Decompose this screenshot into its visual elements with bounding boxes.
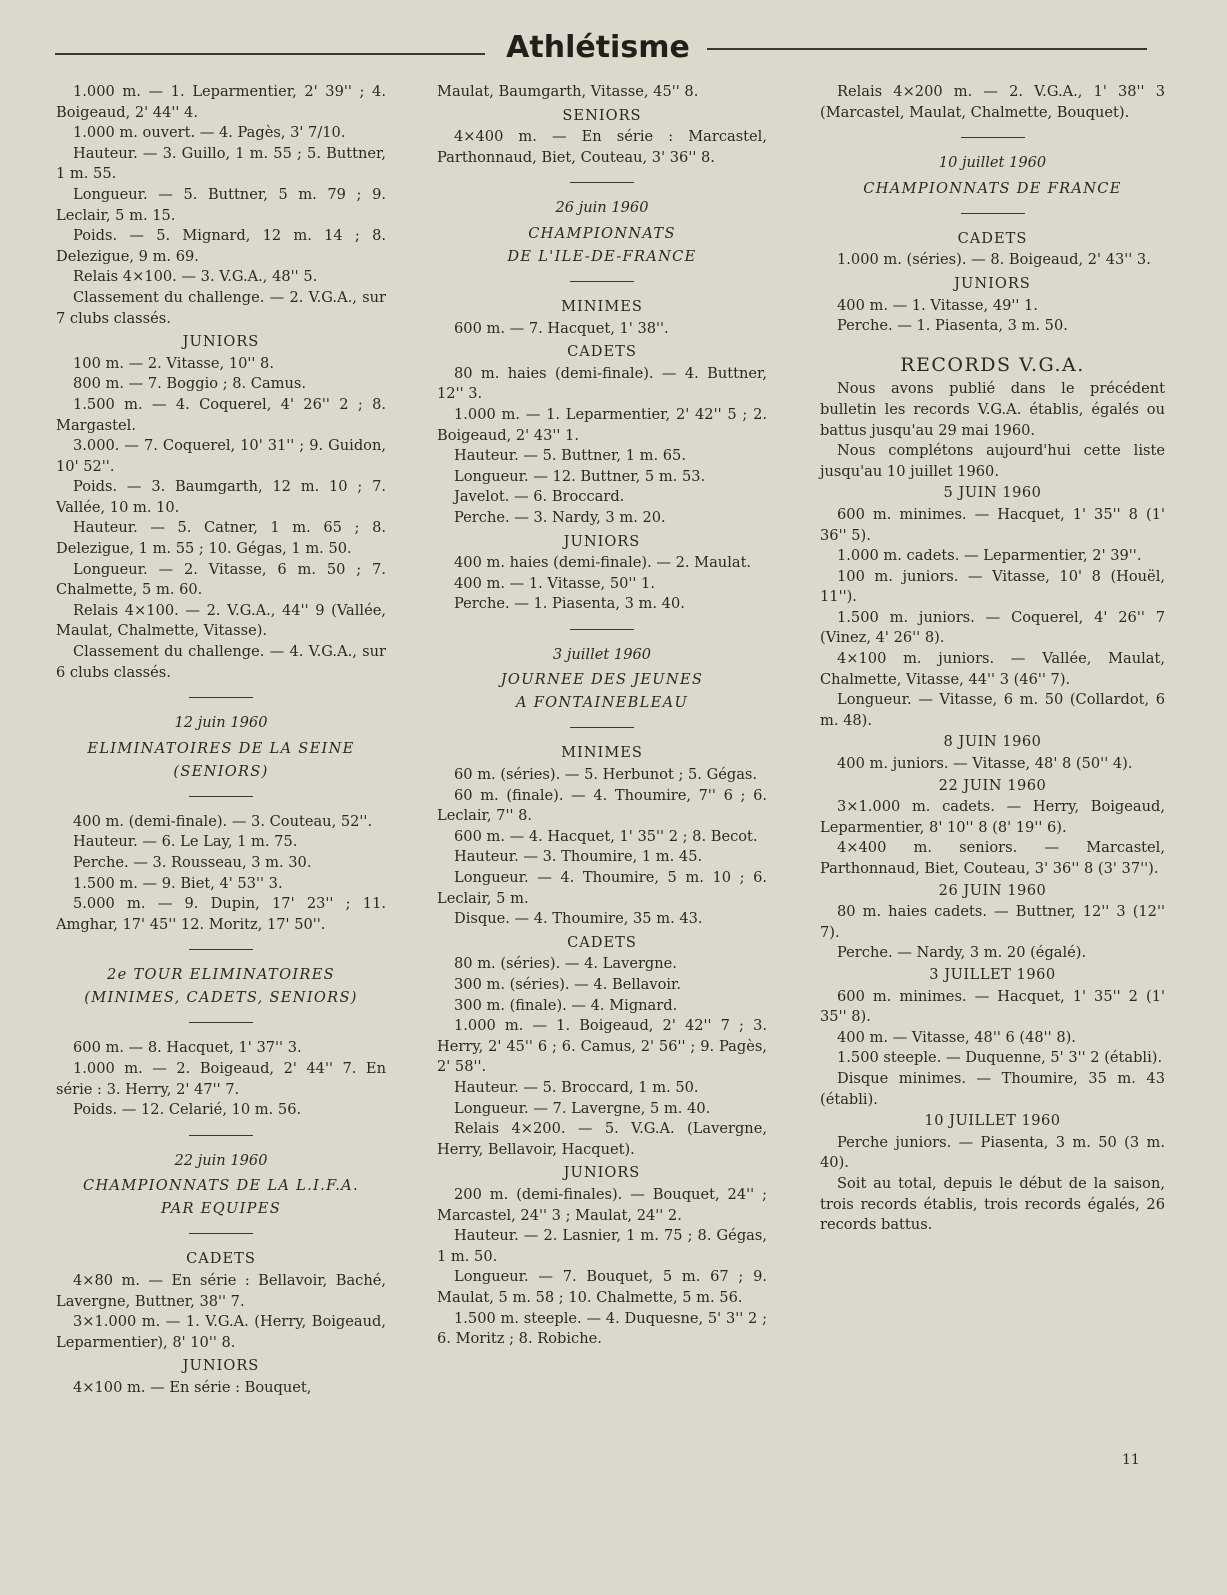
records-intro: Nous avons publié dans le précédent bulletin les records V.G.A. établis, égalés ou battus jusqu'au 29 mai 1960.: [820, 380, 1165, 439]
record-entry: 4×100 m. juniors. — Vallée, Maulat, Chalmette, Vitasse, 44'' 3 (46'' 7).: [820, 650, 1165, 688]
record-date-heading: 5 JUIN 1960: [943, 484, 1042, 502]
result-paragraph: 3×1.000 m. — 1. V.G.A. (Herry, Boigeaud, Leparmentier), 8' 10'' 8.: [56, 1313, 386, 1351]
category-heading: MINIMES: [561, 297, 643, 315]
result-paragraph: Longueur. — 12. Buttner, 5 m. 53.: [454, 467, 706, 485]
result-paragraph: 60 m. (séries). — 5. Herbunot ; 5. Gégas.: [454, 766, 758, 784]
event-subtitle: (MINIMES, CADETS, SENIORS): [84, 989, 358, 1007]
record-entry: 400 m. juniors. — Vitasse, 48' 8 (50'' 4).: [837, 755, 1133, 773]
result-paragraph: 400 m. — 1. Vitasse, 50'' 1.: [454, 574, 655, 592]
record-date-heading: 10 JUILLET 1960: [924, 1112, 1061, 1130]
record-entry: 100 m. juniors. — Vitasse, 10' 8 (Houël, 11'').: [820, 567, 1165, 606]
event-date: 3 juillet 1960: [552, 645, 652, 663]
result-paragraph: Poids. — 3. Baumgarth, 12 m. 10 ; 7. Vallée, 10 m. 10.: [56, 478, 386, 516]
result-paragraph: 400 m. — 1. Vitasse, 49'' 1.: [837, 296, 1038, 314]
records-intro: Nous complétons aujourd'hui cette liste jusqu'au 10 juillet 1960.: [820, 442, 1165, 480]
column-2: [437, 82, 767, 1350]
result-paragraph: 5.000 m. — 9. Dupin, 17' 23'' ; 11. Amghar, 17' 45'' 12. Moritz, 17' 50''.: [56, 895, 386, 933]
event-title: CHAMPIONNATS DE FRANCE: [863, 179, 1122, 197]
record-date-heading: 22 JUIN 1960: [938, 776, 1047, 794]
result-paragraph: 300 m. (séries). — 4. Bellavoir.: [454, 976, 682, 993]
event-title: CHAMPIONNATS: [528, 224, 676, 242]
record-entry: Longueur. — Vitasse, 6 m. 50 (Collardot, 6 m. 48).: [820, 691, 1165, 729]
result-paragraph: Relais 4×100. — 2. V.G.A., 44'' 9 (Vallée, Maulat, Chalmette, Vitasse).: [56, 601, 386, 640]
result-paragraph: Poids. — 5. Mignard, 12 m. 14 ; 8. Delezigue, 9 m. 69.: [56, 227, 386, 265]
event-title: ELIMINATOIRES DE LA SEINE: [87, 739, 355, 757]
result-paragraph: Maulat, Baumgarth, Vitasse, 45'' 8.: [437, 83, 699, 100]
result-paragraph: 3.000. — 7. Coquerel, 10' 31'' ; 9. Guidon, 10' 52''.: [56, 437, 386, 475]
result-paragraph: Perche. — 1. Piasenta, 3 m. 40.: [454, 595, 685, 613]
records-summary: Soit au total, depuis le début de la saison, trois records établis, trois records égalés, 26 records battus.: [820, 1174, 1165, 1234]
result-paragraph: 1.000 m. — 2. Boigeaud, 2' 44'' 7. En série : 3. Herry, 2' 47'' 7.: [56, 1059, 386, 1098]
record-entry: Disque minimes. — Thoumire, 35 m. 43 (établi).: [820, 1069, 1165, 1108]
section-divider: [570, 727, 634, 728]
result-paragraph: 800 m. — 7. Boggio ; 8. Camus.: [73, 375, 307, 393]
section-divider: [189, 1135, 253, 1136]
event-date: 22 juin 1960: [174, 1151, 268, 1169]
result-paragraph: Hauteur. — 5. Buttner, 1 m. 65.: [454, 447, 686, 465]
event-subtitle: A FONTAINEBLEAU: [515, 694, 689, 712]
event-subtitle: PAR EQUIPES: [160, 1200, 282, 1218]
category-heading: JUNIORS: [954, 274, 1031, 292]
header-rule-left: [55, 53, 485, 55]
record-entry: 1.500 m. juniors. — Coquerel, 4' 26'' 7 (Vinez, 4' 26'' 8).: [820, 608, 1165, 647]
record-entry: 4×400 m. seniors. — Marcastel, Parthonnaud, Biet, Couteau, 3' 36'' 8 (3' 37'').: [820, 839, 1165, 877]
category-heading: SENIORS: [562, 106, 642, 124]
event-subtitle: (SENIORS): [173, 762, 269, 780]
result-paragraph: Longueur. — 4. Thoumire, 5 m. 10 ; 6. Leclair, 5 m.: [437, 869, 767, 907]
record-entry: 600 m. minimes. — Hacquet, 1' 35'' 2 (1' 35'' 8).: [820, 987, 1165, 1026]
result-paragraph: Poids. — 12. Celarié, 10 m. 56.: [73, 1101, 302, 1119]
result-paragraph: Hauteur. — 5. Broccard, 1 m. 50.: [454, 1078, 699, 1096]
section-divider: [570, 281, 634, 282]
section-divider: [189, 1233, 253, 1234]
result-paragraph: 1.000 m. — 1. Boigeaud, 2' 42'' 7 ; 3. Herry, 2' 45'' 6 ; 6. Camus, 2' 56'' ; 9. Pagès, 2' 58''.: [437, 1017, 767, 1076]
record-date-heading: 3 JUILLET 1960: [929, 965, 1056, 983]
result-paragraph: 400 m. (demi-finale). — 3. Couteau, 52''.: [73, 812, 373, 830]
record-entry: 80 m. haies cadets. — Buttner, 12'' 3 (12'' 7).: [820, 903, 1165, 941]
result-paragraph: Relais 4×200. — 5. V.G.A. (Lavergne, Herry, Bellavoir, Hacquet).: [437, 1120, 767, 1158]
record-entry: 3×1.000 m. cadets. — Herry, Boigeaud, Leparmentier, 8' 10'' 8 (8' 19'' 6).: [820, 798, 1165, 836]
result-paragraph: 4×400 m. — En série : Marcastel, Parthonnaud, Biet, Couteau, 3' 36'' 8.: [437, 128, 767, 166]
result-paragraph: Perche. — 1. Piasenta, 3 m. 50.: [837, 317, 1068, 335]
result-paragraph: Longueur. — 7. Bouquet, 5 m. 67 ; 9. Maulat, 5 m. 58 ; 10. Chalmette, 5 m. 56.: [437, 1268, 767, 1306]
result-paragraph: 1.500 m. steeple. — 4. Duquesne, 5' 3'' 2 ; 6. Moritz ; 8. Robiche.: [437, 1309, 767, 1348]
result-paragraph: Relais 4×100. — 3. V.G.A., 48'' 5.: [73, 268, 318, 286]
result-paragraph: Disque. — 4. Thoumire, 35 m. 43.: [454, 910, 703, 928]
page-number: 11: [1122, 1452, 1140, 1468]
category-heading: CADETS: [567, 343, 637, 361]
record-date-heading: 26 JUIN 1960: [938, 881, 1047, 899]
result-paragraph: 1.000 m. — 1. Leparmentier, 2' 42'' 5 ; 2. Boigeaud, 2' 43'' 1.: [437, 405, 767, 444]
category-heading: JUNIORS: [182, 1357, 260, 1375]
record-entry: 1.000 m. cadets. — Leparmentier, 2' 39''.: [837, 547, 1142, 565]
result-paragraph: 60 m. (finale). — 4. Thoumire, 7'' 6 ; 6. Leclair, 7'' 8.: [437, 786, 767, 825]
category-heading: CADETS: [567, 933, 637, 951]
section-divider: [961, 213, 1025, 214]
result-paragraph: Relais 4×200 m. — 2. V.G.A., 1' 38'' 3 (Marcastel, Maulat, Chalmette, Bouquet).: [820, 83, 1165, 121]
event-title: CHAMPIONNATS DE LA L.I.F.A.: [83, 1177, 359, 1195]
result-paragraph: 400 m. haies (demi-finale). — 2. Maulat.: [454, 554, 752, 572]
result-paragraph: Hauteur. — 5. Catner, 1 m. 65 ; 8. Delezigue, 1 m. 55 ; 10. Gégas, 1 m. 50.: [56, 519, 386, 558]
section-divider: [189, 796, 253, 797]
result-paragraph: 100 m. — 2. Vitasse, 10'' 8.: [73, 354, 274, 372]
result-paragraph: 200 m. (demi-finales). — Bouquet, 24'' ; Marcastel, 24'' 3 ; Maulat, 24'' 2.: [437, 1185, 767, 1224]
section-divider: [189, 1022, 253, 1023]
record-entry: 400 m. — Vitasse, 48'' 6 (48'' 8).: [837, 1028, 1076, 1046]
event-date: 26 juin 1960: [555, 199, 649, 217]
result-paragraph: 1.500 m. — 9. Biet, 4' 53'' 3.: [73, 874, 283, 892]
result-paragraph: Classement du challenge. — 2. V.G.A., sur 7 clubs classés.: [56, 288, 386, 327]
result-paragraph: Javelot. — 6. Broccard.: [454, 488, 625, 506]
category-heading: MINIMES: [561, 744, 643, 762]
result-paragraph: 1.000 m. (séries). — 8. Boigeaud, 2' 43'' 3.: [837, 251, 1151, 269]
result-paragraph: 600 m. — 4. Hacquet, 1' 35'' 2 ; 8. Becot.: [454, 827, 758, 845]
result-paragraph: Longueur. — 2. Vitasse, 6 m. 50 ; 7. Chalmette, 5 m. 60.: [56, 560, 386, 599]
column-3: [820, 82, 1165, 1236]
record-entry: Perche juniors. — Piasenta, 3 m. 50 (3 m. 40).: [820, 1133, 1165, 1172]
result-paragraph: 4×80 m. — En série : Bellavoir, Baché, Lavergne, Buttner, 38'' 7.: [56, 1271, 386, 1310]
result-paragraph: Perche. — 3. Nardy, 3 m. 20.: [454, 508, 666, 526]
result-paragraph: 4×100 m. — En série : Bouquet,: [73, 1378, 312, 1396]
category-heading: CADETS: [186, 1250, 256, 1268]
category-heading: JUNIORS: [182, 333, 260, 351]
result-paragraph: Longueur. — 7. Lavergne, 5 m. 40.: [454, 1099, 711, 1117]
result-paragraph: Hauteur. — 2. Lasnier, 1 m. 75 ; 8. Gégas, 1 m. 50.: [437, 1227, 767, 1265]
result-paragraph: Perche. — 3. Rousseau, 3 m. 30.: [73, 854, 312, 871]
header: [55, 26, 1147, 80]
record-entry: Perche. — Nardy, 3 m. 20 (égalé).: [837, 944, 1087, 962]
result-paragraph: Longueur. — 5. Buttner, 5 m. 79 ; 9. Leclair, 5 m. 15.: [56, 185, 386, 224]
result-paragraph: 1.000 m. — 1. Leparmentier, 2' 39'' ; 4. Boigeaud, 2' 44'' 4.: [56, 83, 386, 121]
record-entry: 1.500 steeple. — Duquenne, 5' 3'' 2 (établi).: [837, 1049, 1163, 1067]
record-entry: 600 m. minimes. — Hacquet, 1' 35'' 8 (1' 36'' 5).: [820, 505, 1165, 544]
result-paragraph: 600 m. — 8. Hacquet, 1' 37'' 3.: [73, 1039, 302, 1057]
page-title: Athlétisme: [506, 30, 690, 65]
result-paragraph: Hauteur. — 3. Thoumire, 1 m. 45.: [454, 848, 703, 866]
result-paragraph: 1.500 m. — 4. Coquerel, 4' 26'' 2 ; 8. Margastel.: [56, 395, 386, 434]
section-divider: [961, 137, 1025, 138]
category-heading: JUNIORS: [563, 532, 641, 550]
result-paragraph: Hauteur. — 3. Guillo, 1 m. 55 ; 5. Buttner, 1 m. 55.: [56, 144, 386, 183]
result-paragraph: 300 m. (finale). — 4. Mignard.: [454, 996, 678, 1014]
event-date: 12 juin 1960: [174, 714, 268, 732]
result-paragraph: 1.000 m. ouvert. — 4. Pagès, 3' 7/10.: [73, 124, 346, 142]
result-paragraph: Classement du challenge. — 4. V.G.A., sur 6 clubs classés.: [56, 643, 386, 681]
event-title: 2e TOUR ELIMINATOIRES: [107, 966, 335, 984]
event-date: 10 juillet 1960: [938, 154, 1047, 172]
event-title: JOURNEE DES JEUNES: [500, 671, 704, 689]
result-paragraph: 600 m. — 7. Hacquet, 1' 38''.: [454, 319, 669, 337]
section-divider: [189, 949, 253, 950]
header-rule-right: [707, 48, 1147, 50]
records-heading: RECORDS V.G.A.: [900, 353, 1085, 376]
category-heading: CADETS: [957, 229, 1028, 247]
section-divider: [570, 629, 634, 630]
result-paragraph: 80 m. haies (demi-finale). — 4. Buttner, 12'' 3.: [437, 364, 767, 403]
column-1: [56, 82, 386, 1399]
result-paragraph: 80 m. (séries). — 4. Lavergne.: [454, 955, 677, 973]
event-subtitle: DE L'ILE-DE-FRANCE: [507, 247, 697, 265]
section-divider: [189, 697, 253, 698]
section-divider: [570, 182, 634, 183]
category-heading: JUNIORS: [563, 1164, 641, 1182]
record-date-heading: 8 JUIN 1960: [943, 733, 1042, 751]
result-paragraph: Hauteur. — 6. Le Lay, 1 m. 75.: [73, 833, 298, 851]
